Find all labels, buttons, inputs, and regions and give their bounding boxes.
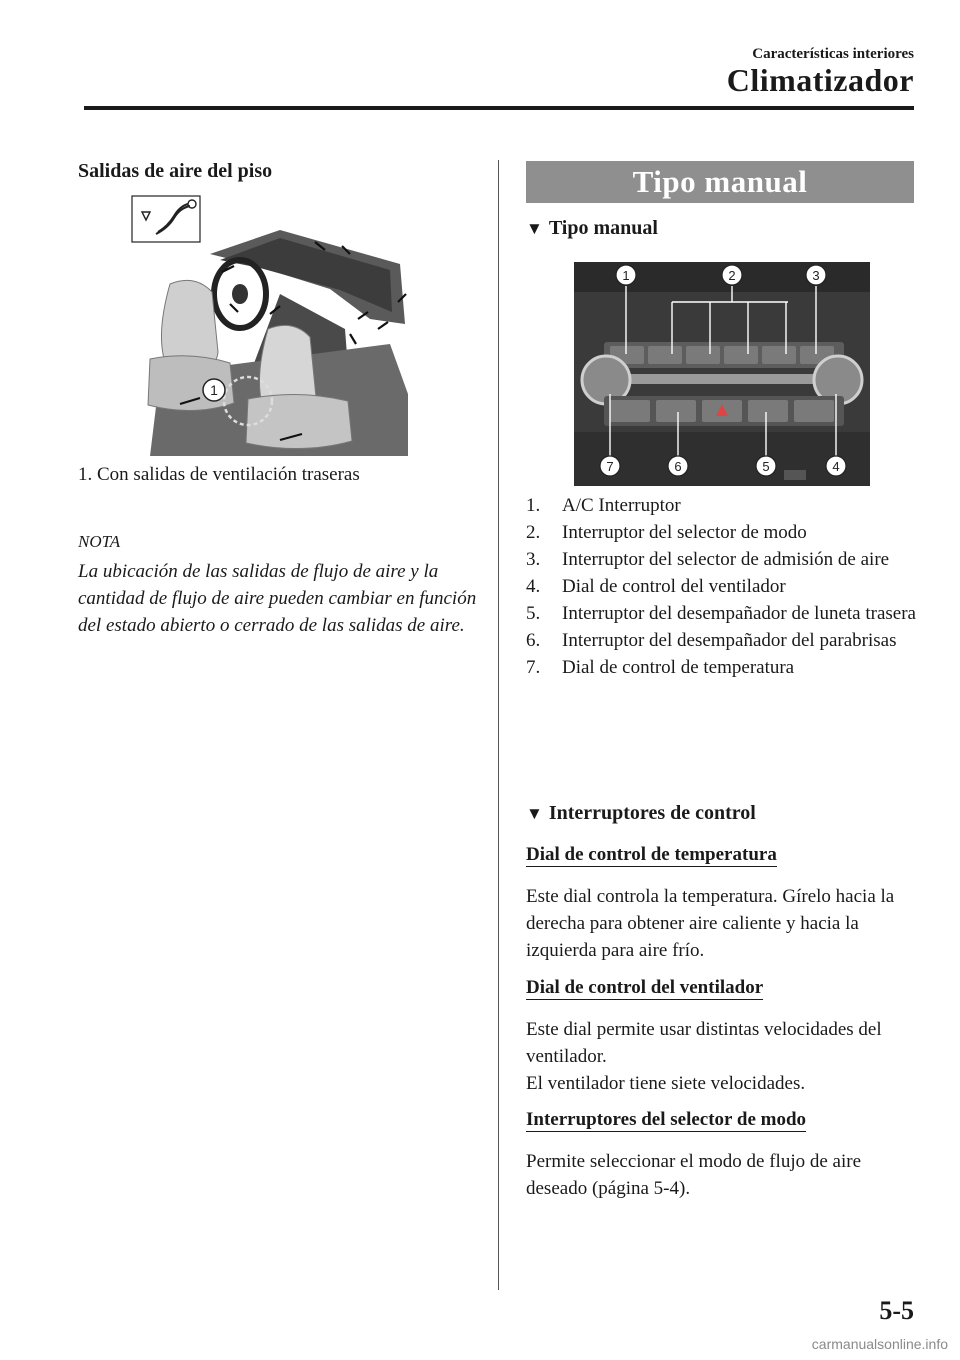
list-item: 6. Interruptor del desempañador del parabrisas: [526, 630, 897, 651]
floor-vent-icon: [132, 196, 200, 242]
car-interior-figure: [130, 194, 408, 456]
manual-type-subheading: ▼ Tipo manual: [526, 217, 658, 239]
list-item: 4. Dial de control del ventilador: [526, 576, 786, 597]
triangle-down-icon: ▼: [526, 804, 543, 823]
panel-callout-3: 3: [812, 268, 820, 283]
page-number: 5-5: [879, 1296, 914, 1325]
section-title: Dial de control del ventilador: [526, 977, 764, 998]
section-title: Dial de control de temperatura: [526, 844, 777, 865]
figure-caption: 1. Con salidas de ventilación traseras: [78, 464, 360, 485]
page-title: Climatizador: [726, 62, 914, 98]
panel-callout-2: 2: [728, 268, 736, 283]
panel-callout-6: 6: [674, 459, 682, 474]
fan-dial-text-2: El ventilador tiene siete velocidades.: [526, 1073, 806, 1094]
list-item: 3. Interruptor del selector de admisión de aire: [526, 549, 890, 570]
triangle-down-icon: ▼: [526, 219, 543, 238]
mode-selector-section: [526, 1109, 806, 1131]
temperature-dial-text: Este dial controla la temperatura. Gírelo hacia la derecha para obtener aire caliente y hacia la izquierda para aire frío.: [526, 886, 895, 961]
list-item: 5. Interruptor del desempañador de luneta trasera: [526, 603, 916, 624]
watermark: carmanualsonline.info: [811, 1336, 948, 1352]
note-title: NOTA: [78, 532, 121, 551]
fan-dial-section: [526, 977, 763, 999]
list-item: 7. Dial de control de temperatura: [526, 657, 795, 678]
panel-callout-4: 4: [832, 459, 840, 474]
panel-callout-5: 5: [762, 459, 770, 474]
fan-dial-text: Este dial permite usar distintas velocidades del ventilador.: [526, 1019, 882, 1067]
component-list: [526, 492, 926, 681]
panel-callout-7: 7: [606, 459, 614, 474]
mode-selector-text: Permite seleccionar el modo de flujo de aire deseado (página 5-4).: [526, 1151, 862, 1199]
floor-vents-heading: Salidas de aire del piso: [78, 160, 273, 182]
column-divider: [498, 160, 499, 1290]
climate-control-panel-figure: [574, 262, 870, 486]
controls-subheading: ▼ Interruptores de control: [526, 802, 756, 824]
list-item: 1. A/C Interruptor: [526, 495, 681, 516]
section-title: Interruptores del selector de modo: [526, 1109, 807, 1130]
panel-callout-1: 1: [622, 268, 630, 283]
callout-1-label: 1: [210, 382, 218, 398]
list-item: 2. Interruptor del selector de modo: [526, 522, 807, 543]
header-section: Características interiores: [752, 46, 914, 62]
temperature-dial-section: [526, 844, 777, 866]
note-body: La ubicación de las salidas de flujo de aire y la cantidad de flujo de aire pueden cambiar en función del estado abierto o cerrado de las salidas de aire.: [78, 561, 477, 636]
header-rule: [84, 106, 914, 110]
section-banner: Tipo manual: [526, 161, 914, 203]
